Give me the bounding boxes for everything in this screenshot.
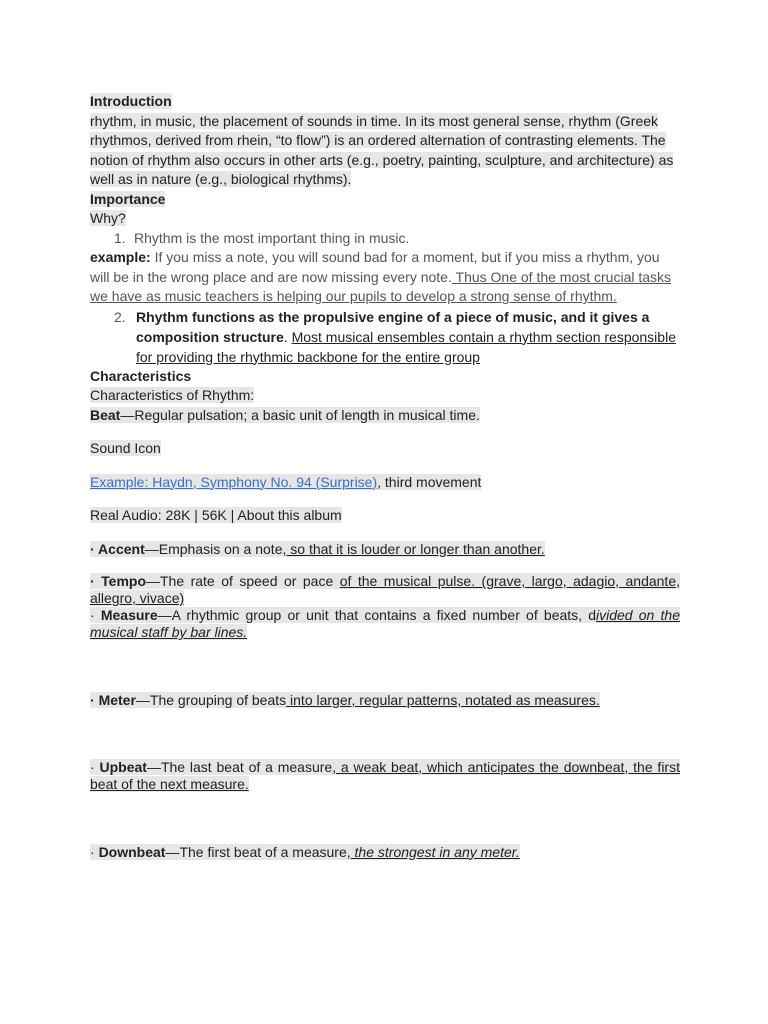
beat-definition: Beat—Regular pulsation; a basic unit of length in musical time.	[90, 406, 480, 423]
upbeat-definition: · Upbeat—The last beat of a measure, a weak beat, which anticipates the downbeat, the first beat of the next measure.	[90, 758, 680, 792]
intro-heading: Introduction	[90, 93, 172, 109]
downbeat-definition: · Downbeat—The first beat of a measure, the strongest in any meter.	[90, 843, 520, 860]
document-page	[90, 92, 680, 862]
haydn-example-link[interactable]: Example: Haydn, Symphony No. 94 (Surprise)	[90, 473, 378, 490]
sound-icon-label: Sound Icon	[90, 440, 161, 456]
characteristics-heading: Characteristics	[90, 367, 192, 384]
importance-item-1: 1. Rhythm is the most important thing in music.	[90, 229, 680, 249]
characteristics-subheading: Characteristics of Rhythm:	[90, 387, 255, 403]
list-number: 2.	[114, 308, 126, 325]
measure-definition: · Measure—A rhythmic group or unit that contains a fixed number of beats, divided on the musical staff by bar lines.	[90, 607, 680, 640]
example-paragraph: example: If you miss a note, you will sound bad for a moment, but if you miss a rhythm, you will be in the wrong place and are now missing every note. Thus One of the most crucial tasks we have as music teachers is helping our pupils to develop a strong sense of rhythm.	[90, 249, 672, 304]
importance-heading: Importance	[90, 190, 166, 207]
meter-definition: · Meter—The grouping of beats into larger, regular patterns, notated as measures.	[90, 692, 600, 708]
accent-definition: · Accent—Emphasis on a note, so that it is louder or longer than another.	[90, 540, 545, 557]
example-line: Example: Haydn, Symphony No. 94 (Surprise), third movement	[90, 473, 482, 490]
why-line: Why?	[90, 210, 126, 226]
intro-paragraph: rhythm, in music, the placement of sounds in time. In its most general sense, rhythm (Greek rhythmos, derived from rhein, “to flow”) is an ordered alternation of contrasting elements. The notion of rhythm also occurs in other arts (e.g., poetry, painting, sculpture, and architecture) as well as in nature (e.g., biological rhythms).	[90, 112, 674, 187]
importance-item-2: 2. Rhythm functions as the propulsive engine of a piece of music, and it gives a composition structure. Most musical ensembles contain a rhythm section responsible for providing the rhythmic backbone for the entire group	[114, 308, 676, 365]
real-audio-line: Real Audio: 28K | 56K | About this album	[90, 507, 342, 523]
list-number: 1.	[114, 229, 126, 246]
tempo-definition: · Tempo—The rate of speed or pace of the musical pulse. (grave, largo, adagio, andante, allegro, vivace)	[90, 573, 680, 606]
